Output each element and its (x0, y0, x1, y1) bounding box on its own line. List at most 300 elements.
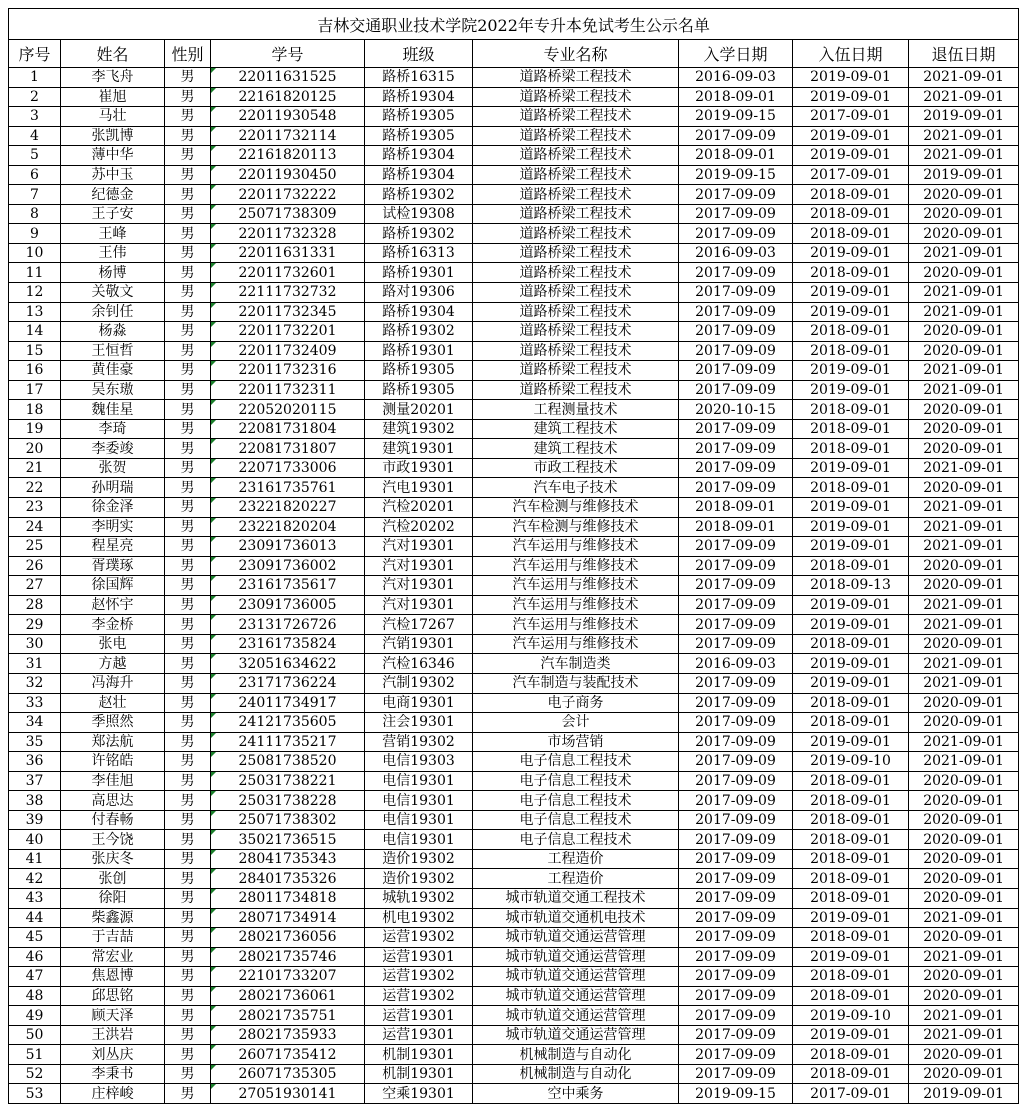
cell-index[interactable]: 21 (9, 458, 61, 478)
cell-class[interactable]: 路桥19304 (365, 87, 473, 107)
cell-index[interactable]: 7 (9, 185, 61, 205)
cell-student-id[interactable]: 22081731807 (211, 439, 365, 459)
cell-discharge-date[interactable]: 2021-09-01 (909, 537, 1019, 557)
cell-name[interactable]: 李委竣 (61, 439, 165, 459)
cell-major[interactable]: 城市轨道交通运营管理 (473, 947, 679, 967)
cell-class[interactable]: 汽电19301 (365, 478, 473, 498)
cell-gender[interactable]: 男 (165, 1084, 211, 1104)
cell-discharge-date[interactable]: 2020-09-01 (909, 263, 1019, 283)
cell-index[interactable]: 20 (9, 439, 61, 459)
cell-enlist-date[interactable]: 2019-09-01 (793, 380, 909, 400)
cell-enlist-date[interactable]: 2018-09-13 (793, 576, 909, 596)
cell-gender[interactable]: 男 (165, 947, 211, 967)
cell-student-id[interactable]: 23221820204 (211, 517, 365, 537)
cell-major[interactable]: 道路桥梁工程技术 (473, 165, 679, 185)
cell-enlist-date[interactable]: 2018-09-01 (793, 439, 909, 459)
cell-class[interactable]: 运营19302 (365, 986, 473, 1006)
cell-name[interactable]: 关敬文 (61, 283, 165, 303)
cell-name[interactable]: 付春畅 (61, 810, 165, 830)
cell-name[interactable]: 孙明瑞 (61, 478, 165, 498)
cell-class[interactable]: 测量20201 (365, 400, 473, 420)
cell-major[interactable]: 汽车运用与维修技术 (473, 537, 679, 557)
header-enroll-date[interactable]: 入学日期 (679, 40, 793, 68)
cell-enroll-date[interactable]: 2019-09-15 (679, 107, 793, 127)
cell-discharge-date[interactable]: 2020-09-01 (909, 810, 1019, 830)
cell-name[interactable]: 王今饶 (61, 830, 165, 850)
cell-major[interactable]: 道路桥梁工程技术 (473, 283, 679, 303)
cell-discharge-date[interactable]: 2021-09-01 (909, 752, 1019, 772)
cell-class[interactable]: 汽检20202 (365, 517, 473, 537)
cell-gender[interactable]: 男 (165, 263, 211, 283)
cell-gender[interactable]: 男 (165, 615, 211, 635)
cell-name[interactable]: 冯海升 (61, 673, 165, 693)
cell-name[interactable]: 李秉书 (61, 1064, 165, 1084)
cell-gender[interactable]: 男 (165, 478, 211, 498)
cell-student-id[interactable]: 22101733207 (211, 967, 365, 987)
document-title[interactable]: 吉林交通职业技术学院2022年专升本免试考生公示名单 (9, 9, 1019, 40)
cell-discharge-date[interactable]: 2021-09-01 (909, 361, 1019, 381)
cell-gender[interactable]: 男 (165, 1025, 211, 1045)
cell-student-id[interactable]: 28041735343 (211, 849, 365, 869)
cell-student-id[interactable]: 28011734818 (211, 888, 365, 908)
cell-discharge-date[interactable]: 2020-09-01 (909, 576, 1019, 596)
cell-name[interactable]: 张贺 (61, 458, 165, 478)
cell-major[interactable]: 城市轨道交通机电技术 (473, 908, 679, 928)
cell-discharge-date[interactable]: 2020-09-01 (909, 634, 1019, 654)
cell-enroll-date[interactable]: 2019-09-15 (679, 1084, 793, 1104)
cell-name[interactable]: 魏佳星 (61, 400, 165, 420)
cell-enroll-date[interactable]: 2017-09-09 (679, 986, 793, 1006)
cell-gender[interactable]: 男 (165, 1006, 211, 1026)
cell-discharge-date[interactable]: 2021-09-01 (909, 458, 1019, 478)
cell-major[interactable]: 道路桥梁工程技术 (473, 68, 679, 88)
cell-enroll-date[interactable]: 2017-09-09 (679, 576, 793, 596)
cell-student-id[interactable]: 22011732114 (211, 126, 365, 146)
cell-enroll-date[interactable]: 2017-09-09 (679, 537, 793, 557)
cell-enlist-date[interactable]: 2019-09-01 (793, 126, 909, 146)
cell-discharge-date[interactable]: 2021-09-01 (909, 732, 1019, 752)
cell-enlist-date[interactable]: 2018-09-01 (793, 224, 909, 244)
cell-enlist-date[interactable]: 2019-09-01 (793, 302, 909, 322)
cell-gender[interactable]: 男 (165, 204, 211, 224)
cell-student-id[interactable]: 25031738221 (211, 771, 365, 791)
cell-discharge-date[interactable]: 2020-09-01 (909, 791, 1019, 811)
cell-class[interactable]: 营销19302 (365, 732, 473, 752)
cell-name[interactable]: 张创 (61, 869, 165, 889)
cell-enlist-date[interactable]: 2019-09-01 (793, 732, 909, 752)
cell-index[interactable]: 8 (9, 204, 61, 224)
cell-discharge-date[interactable]: 2020-09-01 (909, 888, 1019, 908)
cell-class[interactable]: 机电19302 (365, 908, 473, 928)
cell-gender[interactable]: 男 (165, 888, 211, 908)
cell-enroll-date[interactable]: 2017-09-09 (679, 1025, 793, 1045)
cell-name[interactable]: 王伟 (61, 243, 165, 263)
cell-gender[interactable]: 男 (165, 224, 211, 244)
cell-discharge-date[interactable]: 2020-09-01 (909, 185, 1019, 205)
cell-class[interactable]: 试检19308 (365, 204, 473, 224)
cell-student-id[interactable]: 22161820113 (211, 146, 365, 166)
cell-enlist-date[interactable]: 2018-09-01 (793, 1045, 909, 1065)
cell-index[interactable]: 35 (9, 732, 61, 752)
cell-class[interactable]: 路桥19304 (365, 165, 473, 185)
cell-index[interactable]: 9 (9, 224, 61, 244)
cell-gender[interactable]: 男 (165, 595, 211, 615)
cell-index[interactable]: 10 (9, 243, 61, 263)
cell-student-id[interactable]: 28071734914 (211, 908, 365, 928)
cell-student-id[interactable]: 26071735305 (211, 1064, 365, 1084)
cell-major[interactable]: 城市轨道交通运营管理 (473, 1006, 679, 1026)
cell-name[interactable]: 徐金泽 (61, 498, 165, 518)
cell-enroll-date[interactable]: 2017-09-09 (679, 713, 793, 733)
cell-index[interactable]: 41 (9, 849, 61, 869)
cell-student-id[interactable]: 28021736056 (211, 928, 365, 948)
cell-class[interactable]: 电信19301 (365, 810, 473, 830)
cell-major[interactable]: 道路桥梁工程技术 (473, 322, 679, 342)
cell-enroll-date[interactable]: 2017-09-09 (679, 419, 793, 439)
cell-enroll-date[interactable]: 2017-09-09 (679, 204, 793, 224)
cell-major[interactable]: 道路桥梁工程技术 (473, 243, 679, 263)
cell-gender[interactable]: 男 (165, 185, 211, 205)
cell-major[interactable]: 汽车运用与维修技术 (473, 595, 679, 615)
cell-class[interactable]: 机制19301 (365, 1064, 473, 1084)
cell-class[interactable]: 注会19301 (365, 713, 473, 733)
cell-class[interactable]: 路桥19301 (365, 263, 473, 283)
cell-index[interactable]: 23 (9, 498, 61, 518)
cell-enroll-date[interactable]: 2017-09-09 (679, 263, 793, 283)
cell-student-id[interactable]: 22011631525 (211, 68, 365, 88)
cell-gender[interactable]: 男 (165, 830, 211, 850)
cell-major[interactable]: 汽车运用与维修技术 (473, 556, 679, 576)
cell-enlist-date[interactable]: 2018-09-01 (793, 810, 909, 830)
cell-enlist-date[interactable]: 2018-09-01 (793, 419, 909, 439)
cell-enroll-date[interactable]: 2016-09-03 (679, 243, 793, 263)
cell-class[interactable]: 电信19303 (365, 752, 473, 772)
cell-enroll-date[interactable]: 2016-09-03 (679, 654, 793, 674)
cell-enroll-date[interactable]: 2017-09-09 (679, 185, 793, 205)
cell-student-id[interactable]: 22011631331 (211, 243, 365, 263)
cell-name[interactable]: 于吉喆 (61, 928, 165, 948)
cell-index[interactable]: 22 (9, 478, 61, 498)
header-major[interactable]: 专业名称 (473, 40, 679, 68)
cell-enroll-date[interactable]: 2017-09-09 (679, 1064, 793, 1084)
cell-enlist-date[interactable]: 2018-09-01 (793, 322, 909, 342)
header-name[interactable]: 姓名 (61, 40, 165, 68)
cell-major[interactable]: 城市轨道交通运营管理 (473, 1025, 679, 1045)
cell-gender[interactable]: 男 (165, 732, 211, 752)
cell-gender[interactable]: 男 (165, 673, 211, 693)
cell-enroll-date[interactable]: 2017-09-09 (679, 752, 793, 772)
cell-discharge-date[interactable]: 2021-09-01 (909, 595, 1019, 615)
cell-name[interactable]: 李飞舟 (61, 68, 165, 88)
cell-index[interactable]: 28 (9, 595, 61, 615)
cell-class[interactable]: 造价19302 (365, 869, 473, 889)
cell-major[interactable]: 汽车制造类 (473, 654, 679, 674)
cell-name[interactable]: 方越 (61, 654, 165, 674)
cell-major[interactable]: 城市轨道交通运营管理 (473, 986, 679, 1006)
cell-class[interactable]: 路桥16315 (365, 68, 473, 88)
cell-discharge-date[interactable]: 2021-09-01 (909, 146, 1019, 166)
cell-name[interactable]: 薄中华 (61, 146, 165, 166)
cell-index[interactable]: 32 (9, 673, 61, 693)
cell-discharge-date[interactable]: 2020-09-01 (909, 224, 1019, 244)
cell-discharge-date[interactable]: 2021-09-01 (909, 498, 1019, 518)
cell-discharge-date[interactable]: 2021-09-01 (909, 908, 1019, 928)
cell-discharge-date[interactable]: 2019-09-01 (909, 165, 1019, 185)
cell-discharge-date[interactable]: 2020-09-01 (909, 478, 1019, 498)
cell-major[interactable]: 道路桥梁工程技术 (473, 126, 679, 146)
cell-name[interactable]: 余钊任 (61, 302, 165, 322)
cell-discharge-date[interactable]: 2021-09-01 (909, 87, 1019, 107)
cell-student-id[interactable]: 22111732732 (211, 283, 365, 303)
cell-gender[interactable]: 男 (165, 419, 211, 439)
cell-discharge-date[interactable]: 2020-09-01 (909, 928, 1019, 948)
cell-gender[interactable]: 男 (165, 341, 211, 361)
cell-discharge-date[interactable]: 2020-09-01 (909, 830, 1019, 850)
cell-class[interactable]: 路桥19302 (365, 224, 473, 244)
cell-index[interactable]: 17 (9, 380, 61, 400)
cell-name[interactable]: 赵壮 (61, 693, 165, 713)
cell-discharge-date[interactable]: 2021-09-01 (909, 126, 1019, 146)
cell-major[interactable]: 汽车运用与维修技术 (473, 615, 679, 635)
cell-name[interactable]: 纪德金 (61, 185, 165, 205)
cell-class[interactable]: 造价19302 (365, 849, 473, 869)
cell-index[interactable]: 14 (9, 322, 61, 342)
cell-name[interactable]: 王恒哲 (61, 341, 165, 361)
cell-gender[interactable]: 男 (165, 928, 211, 948)
cell-major[interactable]: 电子信息工程技术 (473, 830, 679, 850)
cell-enroll-date[interactable]: 2017-09-09 (679, 224, 793, 244)
cell-name[interactable]: 庄梓峻 (61, 1084, 165, 1104)
cell-major[interactable]: 电子信息工程技术 (473, 752, 679, 772)
cell-index[interactable]: 12 (9, 283, 61, 303)
cell-gender[interactable]: 男 (165, 869, 211, 889)
cell-enroll-date[interactable]: 2017-09-09 (679, 341, 793, 361)
cell-class[interactable]: 路对19306 (365, 283, 473, 303)
cell-discharge-date[interactable]: 2020-09-01 (909, 556, 1019, 576)
cell-class[interactable]: 汽对19301 (365, 595, 473, 615)
cell-enlist-date[interactable]: 2019-09-01 (793, 615, 909, 635)
cell-index[interactable]: 13 (9, 302, 61, 322)
cell-enlist-date[interactable]: 2018-09-01 (793, 634, 909, 654)
cell-index[interactable]: 15 (9, 341, 61, 361)
cell-gender[interactable]: 男 (165, 693, 211, 713)
cell-student-id[interactable]: 22052020115 (211, 400, 365, 420)
cell-discharge-date[interactable]: 2020-09-01 (909, 439, 1019, 459)
cell-student-id[interactable]: 25031738228 (211, 791, 365, 811)
cell-enroll-date[interactable]: 2018-09-01 (679, 517, 793, 537)
cell-discharge-date[interactable]: 2021-09-01 (909, 517, 1019, 537)
cell-name[interactable]: 季照然 (61, 713, 165, 733)
cell-discharge-date[interactable]: 2020-09-01 (909, 419, 1019, 439)
cell-class[interactable]: 路桥19305 (365, 126, 473, 146)
cell-index[interactable]: 45 (9, 928, 61, 948)
cell-name[interactable]: 王洪岩 (61, 1025, 165, 1045)
cell-enroll-date[interactable]: 2018-09-01 (679, 498, 793, 518)
cell-class[interactable]: 空乘19301 (365, 1084, 473, 1104)
header-gender[interactable]: 性别 (165, 40, 211, 68)
cell-student-id[interactable]: 22161820125 (211, 87, 365, 107)
cell-enlist-date[interactable]: 2019-09-01 (793, 283, 909, 303)
cell-student-id[interactable]: 28021735746 (211, 947, 365, 967)
cell-index[interactable]: 37 (9, 771, 61, 791)
cell-name[interactable]: 刘丛庆 (61, 1045, 165, 1065)
cell-student-id[interactable]: 22011930548 (211, 107, 365, 127)
cell-index[interactable]: 1 (9, 68, 61, 88)
cell-student-id[interactable]: 25071738309 (211, 204, 365, 224)
cell-discharge-date[interactable]: 2021-09-01 (909, 615, 1019, 635)
cell-enroll-date[interactable]: 2017-09-09 (679, 478, 793, 498)
cell-major[interactable]: 道路桥梁工程技术 (473, 185, 679, 205)
cell-major[interactable]: 市场营销 (473, 732, 679, 752)
cell-major[interactable]: 汽车制造与装配技术 (473, 673, 679, 693)
cell-gender[interactable]: 男 (165, 1045, 211, 1065)
cell-major[interactable]: 道路桥梁工程技术 (473, 302, 679, 322)
cell-major[interactable]: 工程测量技术 (473, 400, 679, 420)
cell-name[interactable]: 杨淼 (61, 322, 165, 342)
cell-student-id[interactable]: 23161735761 (211, 478, 365, 498)
cell-enroll-date[interactable]: 2017-09-09 (679, 458, 793, 478)
cell-major[interactable]: 工程造价 (473, 869, 679, 889)
cell-major[interactable]: 道路桥梁工程技术 (473, 341, 679, 361)
cell-name[interactable]: 赵怀宇 (61, 595, 165, 615)
cell-index[interactable]: 47 (9, 967, 61, 987)
cell-gender[interactable]: 男 (165, 146, 211, 166)
cell-major[interactable]: 会计 (473, 713, 679, 733)
cell-student-id[interactable]: 22011732601 (211, 263, 365, 283)
cell-name[interactable]: 崔旭 (61, 87, 165, 107)
cell-gender[interactable]: 男 (165, 810, 211, 830)
cell-enlist-date[interactable]: 2018-09-01 (793, 967, 909, 987)
cell-class[interactable]: 城轨19302 (365, 888, 473, 908)
cell-enlist-date[interactable]: 2018-09-01 (793, 849, 909, 869)
cell-student-id[interactable]: 22011732201 (211, 322, 365, 342)
cell-name[interactable]: 李琦 (61, 419, 165, 439)
cell-enlist-date[interactable]: 2019-09-10 (793, 752, 909, 772)
cell-gender[interactable]: 男 (165, 68, 211, 88)
cell-index[interactable]: 39 (9, 810, 61, 830)
cell-gender[interactable]: 男 (165, 517, 211, 537)
cell-discharge-date[interactable]: 2020-09-01 (909, 322, 1019, 342)
cell-class[interactable]: 运营19301 (365, 1025, 473, 1045)
cell-name[interactable]: 李明实 (61, 517, 165, 537)
cell-gender[interactable]: 男 (165, 400, 211, 420)
cell-class[interactable]: 路桥19305 (365, 107, 473, 127)
cell-student-id[interactable]: 23171736224 (211, 673, 365, 693)
cell-student-id[interactable]: 27051930141 (211, 1084, 365, 1104)
cell-discharge-date[interactable]: 2021-09-01 (909, 302, 1019, 322)
cell-student-id[interactable]: 24121735605 (211, 713, 365, 733)
cell-enlist-date[interactable]: 2019-09-01 (793, 947, 909, 967)
cell-student-id[interactable]: 25071738302 (211, 810, 365, 830)
cell-enlist-date[interactable]: 2019-09-01 (793, 458, 909, 478)
cell-index[interactable]: 16 (9, 361, 61, 381)
cell-student-id[interactable]: 28401735326 (211, 869, 365, 889)
cell-class[interactable]: 建筑19301 (365, 439, 473, 459)
cell-index[interactable]: 49 (9, 1006, 61, 1026)
cell-gender[interactable]: 男 (165, 283, 211, 303)
cell-student-id[interactable]: 28021736061 (211, 986, 365, 1006)
cell-student-id[interactable]: 23161735824 (211, 634, 365, 654)
cell-name[interactable]: 顾天泽 (61, 1006, 165, 1026)
cell-discharge-date[interactable]: 2021-09-01 (909, 673, 1019, 693)
cell-enroll-date[interactable]: 2017-09-09 (679, 693, 793, 713)
cell-enroll-date[interactable]: 2020-10-15 (679, 400, 793, 420)
cell-enroll-date[interactable]: 2017-09-09 (679, 634, 793, 654)
cell-class[interactable]: 路桥19302 (365, 322, 473, 342)
cell-enroll-date[interactable]: 2017-09-09 (679, 732, 793, 752)
cell-major[interactable]: 汽车运用与维修技术 (473, 634, 679, 654)
cell-enlist-date[interactable]: 2018-09-01 (793, 869, 909, 889)
cell-index[interactable]: 3 (9, 107, 61, 127)
cell-student-id[interactable]: 24111735217 (211, 732, 365, 752)
cell-class[interactable]: 机制19301 (365, 1045, 473, 1065)
cell-major[interactable]: 建筑工程技术 (473, 439, 679, 459)
cell-name[interactable]: 王峰 (61, 224, 165, 244)
cell-major[interactable]: 道路桥梁工程技术 (473, 146, 679, 166)
cell-student-id[interactable]: 23091736013 (211, 537, 365, 557)
cell-name[interactable]: 柴鑫源 (61, 908, 165, 928)
cell-student-id[interactable]: 35021736515 (211, 830, 365, 850)
cell-class[interactable]: 汽对19301 (365, 537, 473, 557)
cell-enlist-date[interactable]: 2019-09-01 (793, 537, 909, 557)
cell-index[interactable]: 31 (9, 654, 61, 674)
cell-index[interactable]: 26 (9, 556, 61, 576)
cell-discharge-date[interactable]: 2020-09-01 (909, 204, 1019, 224)
cell-major[interactable]: 电子信息工程技术 (473, 791, 679, 811)
cell-enlist-date[interactable]: 2018-09-01 (793, 713, 909, 733)
cell-enroll-date[interactable]: 2018-09-01 (679, 87, 793, 107)
cell-index[interactable]: 30 (9, 634, 61, 654)
cell-name[interactable]: 常宏业 (61, 947, 165, 967)
cell-class[interactable]: 电信19301 (365, 791, 473, 811)
cell-name[interactable]: 张庆冬 (61, 849, 165, 869)
cell-student-id[interactable]: 22011732345 (211, 302, 365, 322)
cell-gender[interactable]: 男 (165, 165, 211, 185)
cell-enroll-date[interactable]: 2017-09-09 (679, 869, 793, 889)
cell-enlist-date[interactable]: 2019-09-01 (793, 908, 909, 928)
cell-major[interactable]: 道路桥梁工程技术 (473, 107, 679, 127)
cell-major[interactable]: 道路桥梁工程技术 (473, 87, 679, 107)
cell-gender[interactable]: 男 (165, 361, 211, 381)
cell-gender[interactable]: 男 (165, 243, 211, 263)
cell-enlist-date[interactable]: 2017-09-01 (793, 165, 909, 185)
cell-enlist-date[interactable]: 2018-09-01 (793, 185, 909, 205)
cell-gender[interactable]: 男 (165, 126, 211, 146)
cell-student-id[interactable]: 22011732316 (211, 361, 365, 381)
cell-major[interactable]: 电子信息工程技术 (473, 771, 679, 791)
cell-enroll-date[interactable]: 2018-09-01 (679, 146, 793, 166)
cell-gender[interactable]: 男 (165, 634, 211, 654)
header-index[interactable]: 序号 (9, 40, 61, 68)
cell-gender[interactable]: 男 (165, 458, 211, 478)
cell-class[interactable]: 电信19301 (365, 830, 473, 850)
cell-student-id[interactable]: 28021735933 (211, 1025, 365, 1045)
cell-enlist-date[interactable]: 2019-09-01 (793, 673, 909, 693)
cell-major[interactable]: 汽车电子技术 (473, 478, 679, 498)
cell-enroll-date[interactable]: 2017-09-09 (679, 1006, 793, 1026)
cell-name[interactable]: 胥璞琢 (61, 556, 165, 576)
cell-name[interactable]: 马壮 (61, 107, 165, 127)
cell-name[interactable]: 程星亮 (61, 537, 165, 557)
cell-gender[interactable]: 男 (165, 986, 211, 1006)
cell-discharge-date[interactable]: 2020-09-01 (909, 869, 1019, 889)
cell-class[interactable]: 汽对19301 (365, 556, 473, 576)
cell-enroll-date[interactable]: 2017-09-09 (679, 967, 793, 987)
cell-gender[interactable]: 男 (165, 713, 211, 733)
cell-enroll-date[interactable]: 2017-09-09 (679, 810, 793, 830)
cell-discharge-date[interactable]: 2021-09-01 (909, 380, 1019, 400)
cell-class[interactable]: 电商19301 (365, 693, 473, 713)
